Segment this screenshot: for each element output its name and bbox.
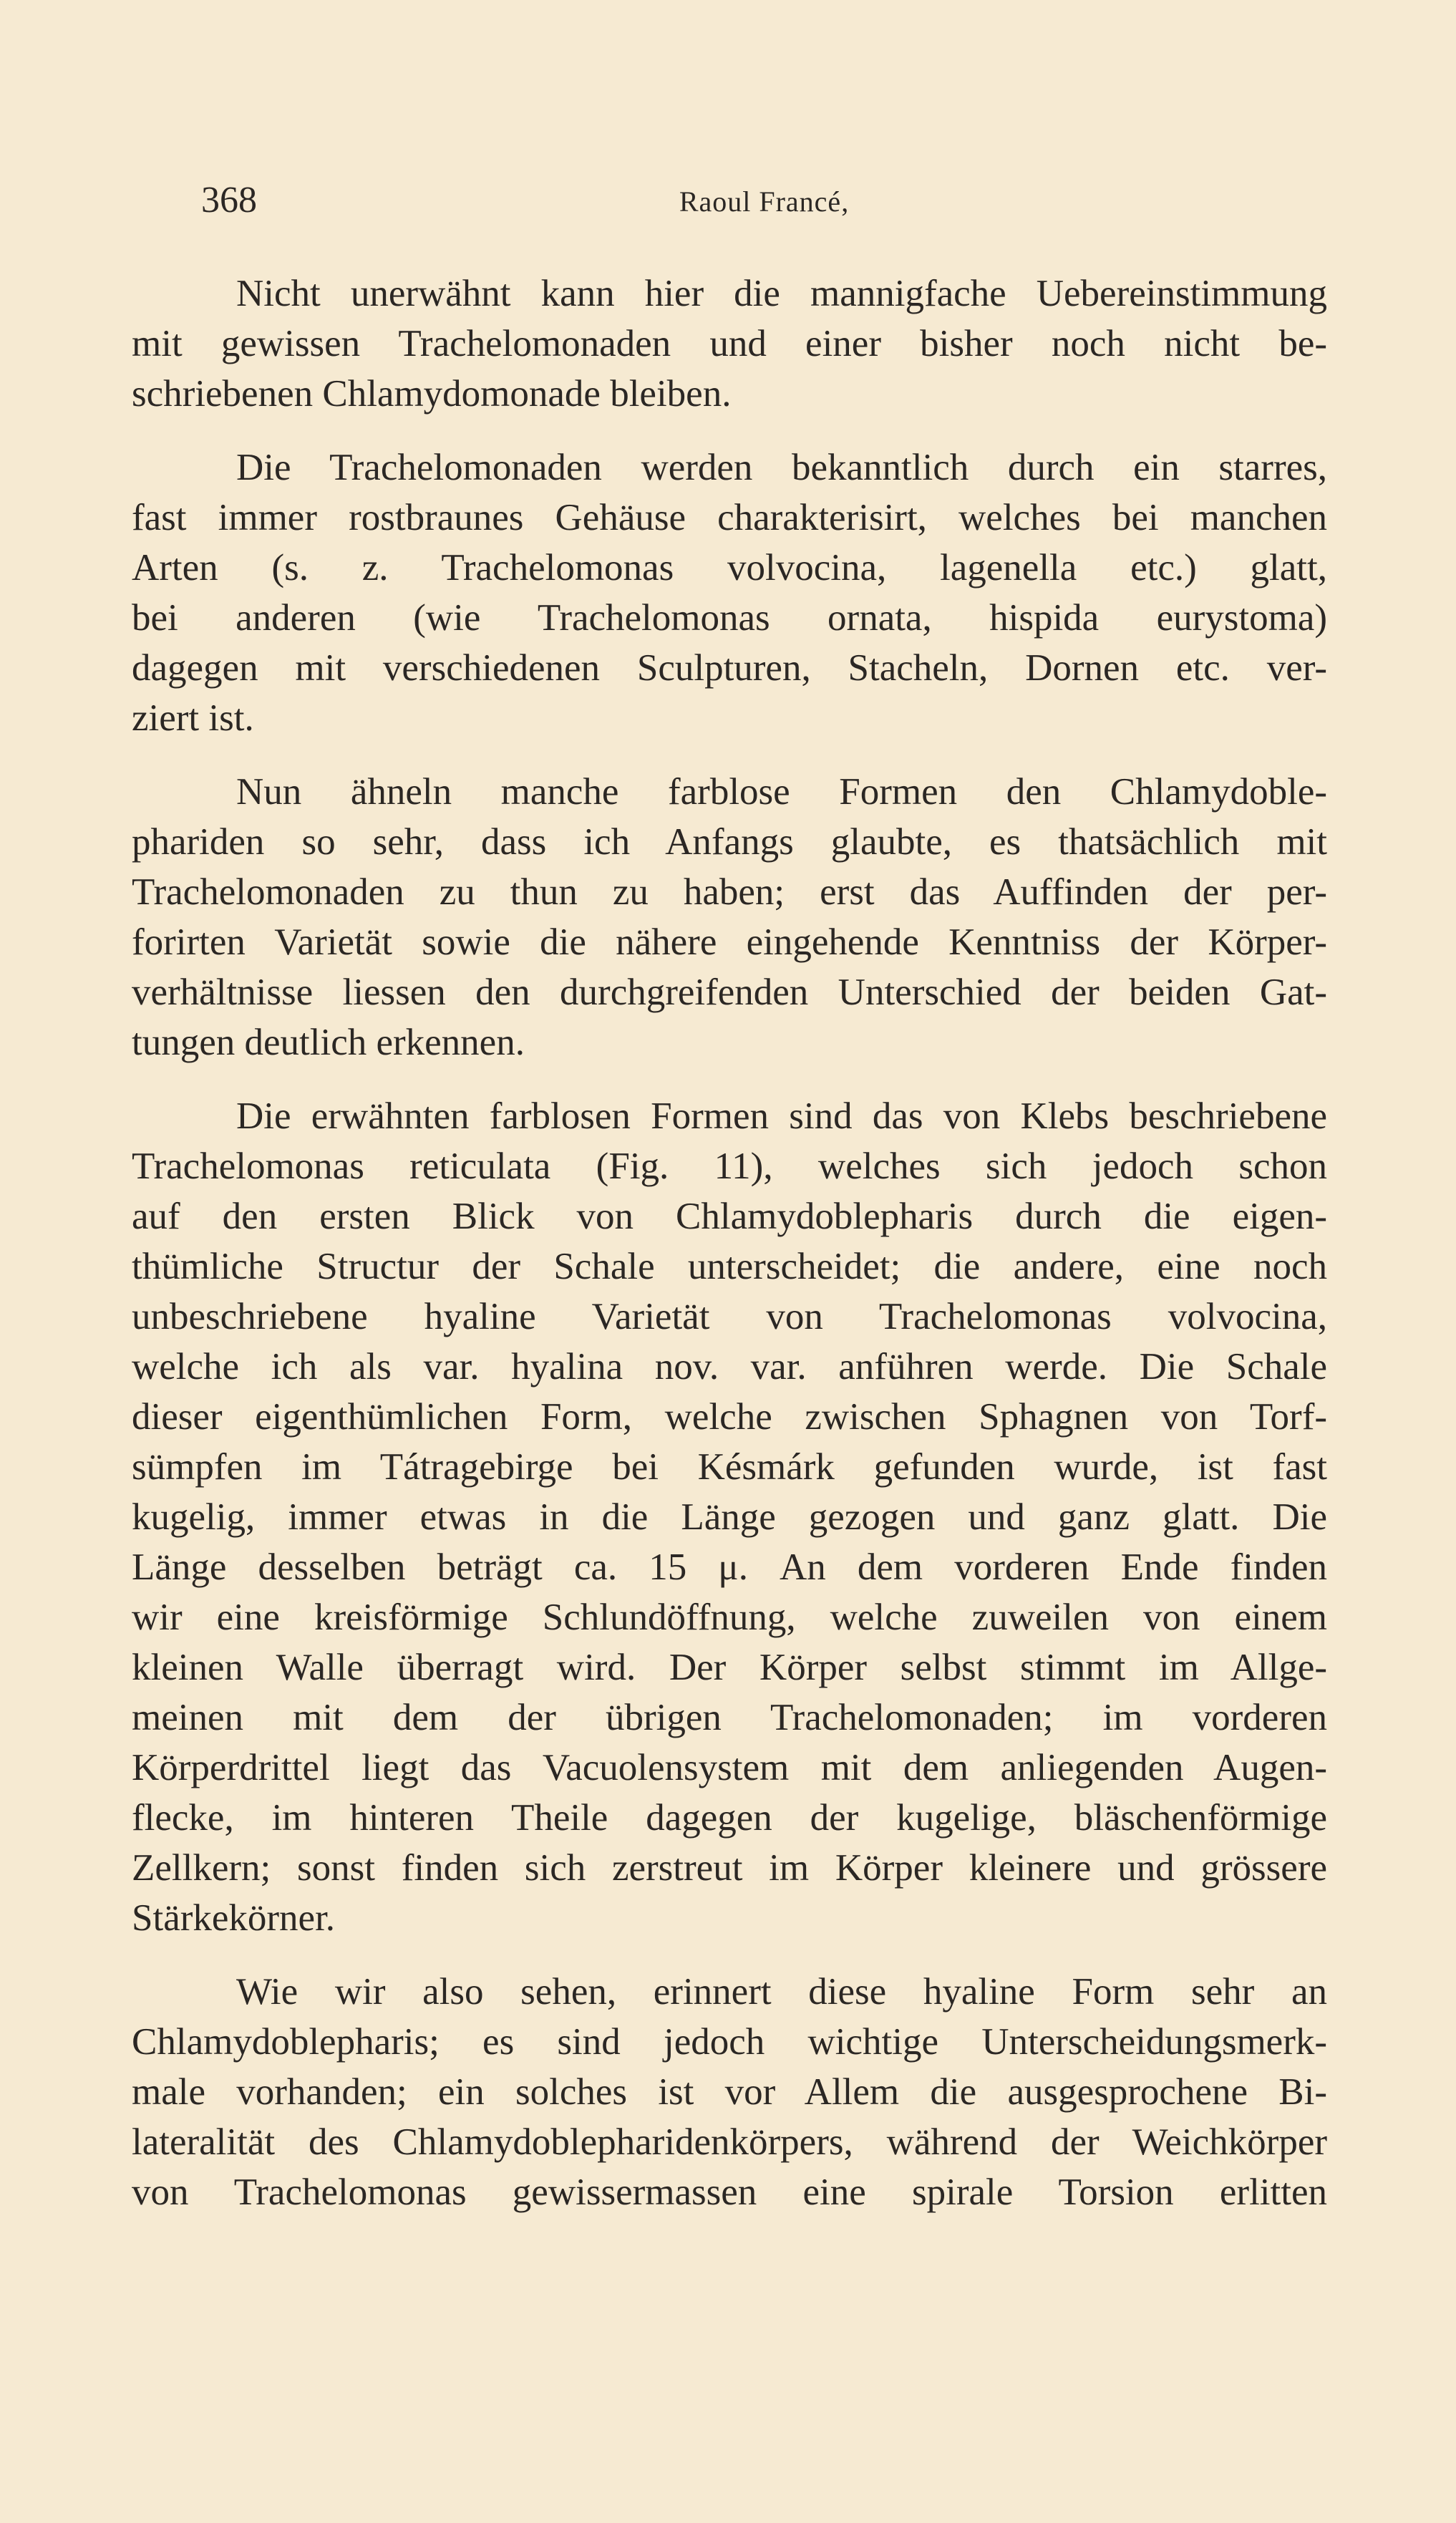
text-line: tungen deutlich erkennen. xyxy=(132,1022,525,1063)
text-line: dagegen mit verschiedenen Sculpturen, Stacheln, Dornen etc. ver- xyxy=(132,647,1327,689)
text-line: Stärkekörner. xyxy=(132,1897,336,1939)
text-line: lateralität des Chlamydoblepharidenkörpers, während der Weichkörper xyxy=(132,2121,1327,2163)
paragraph xyxy=(132,442,1327,743)
text-line: Die erwähnten farblosen Formen sind das von Klebs beschriebene xyxy=(236,1095,1327,1137)
text-line: welche ich als var. hyalina nov. var. anführen werde. Die Schale xyxy=(132,1346,1327,1388)
paragraph xyxy=(132,268,1327,419)
text-line: dieser eigenthümlichen Form, welche zwischen Sphagnen von Torf- xyxy=(132,1396,1327,1438)
text-line: male vorhanden; ein solches ist vor Allem die ausgesprochene Bi- xyxy=(132,2071,1327,2113)
text-line: verhältnisse liessen den durchgreifenden Unterschied der beiden Gat- xyxy=(132,972,1327,1013)
text-line: Trachelomonaden zu thun zu haben; erst das Auffinden der per- xyxy=(132,871,1327,913)
text-line: forirten Varietät sowie die nähere eingehende Kenntniss der Körper- xyxy=(132,921,1327,963)
paragraph xyxy=(132,1967,1327,2217)
text-line: kleinen Walle überragt wird. Der Körper selbst stimmt im Allge- xyxy=(132,1647,1327,1688)
text-line: ziert ist. xyxy=(132,697,254,739)
text-line: Arten (s. z. Trachelomonas volvocina, lagenella etc.) glatt, xyxy=(132,547,1327,589)
text-line: schriebenen Chlamydomonade bleiben. xyxy=(132,373,732,415)
text-line: Die Trachelomonaden werden bekanntlich durch ein starres, xyxy=(236,447,1327,488)
text-line: flecke, im hinteren Theile dagegen der kugelige, bläschenförmige xyxy=(132,1797,1327,1839)
page-body xyxy=(132,268,1327,2241)
text-line: meinen mit dem der übrigen Trachelomonaden; im vorderen xyxy=(132,1697,1327,1738)
page-header xyxy=(201,179,1327,229)
text-line: unbeschriebene hyaline Varietät von Trachelomonas volvocina, xyxy=(132,1296,1327,1337)
paragraph xyxy=(132,1091,1327,1943)
text-line: Chlamydoblepharis; es sind jedoch wichtige Unterscheidungsmerk- xyxy=(132,2021,1327,2063)
text-line: Wie wir also sehen, erinnert diese hyaline Form sehr an xyxy=(236,1971,1327,2013)
text-line: bei anderen (wie Trachelomonas ornata, hispida eurystoma) xyxy=(132,597,1327,639)
text-line: fast immer rostbraunes Gehäuse charakterisirt, welches bei manchen xyxy=(132,497,1327,538)
text-line: wir eine kreisförmige Schlundöffnung, welche zuweilen von einem xyxy=(132,1597,1327,1638)
text-line: Trachelomonas reticulata (Fig. 11), welches sich jedoch schon xyxy=(132,1146,1327,1187)
page-number: 368 xyxy=(201,180,257,221)
text-line: von Trachelomonas gewissermassen eine spirale Torsion erlitten xyxy=(132,2171,1327,2213)
paragraph xyxy=(132,767,1327,1067)
text-line: auf den ersten Blick von Chlamydoblepharis durch die eigen- xyxy=(132,1196,1327,1237)
text-line: Nicht unerwähnt kann hier die mannigfache Uebereinstimmung xyxy=(236,273,1327,314)
text-line: kugelig, immer etwas in die Länge gezogen und ganz glatt. Die xyxy=(132,1496,1327,1538)
text-line: sümpfen im Tátragebirge bei Késmárk gefunden wurde, ist fast xyxy=(132,1446,1327,1488)
text-line: Nun ähneln manche farblose Formen den Chlamydoble- xyxy=(236,771,1327,813)
running-title: Raoul Francé, xyxy=(679,185,850,218)
text-line: mit gewissen Trachelomonaden und einer bisher noch nicht be- xyxy=(132,323,1327,364)
text-line: phariden so sehr, dass ich Anfangs glaubte, es thatsächlich mit xyxy=(132,821,1327,863)
text-line: Körperdrittel liegt das Vacuolensystem mit dem anliegenden Augen- xyxy=(132,1747,1327,1788)
text-line: Zellkern; sonst finden sich zerstreut im Körper kleinere und grössere xyxy=(132,1847,1327,1889)
text-line: thümliche Structur der Schale unterscheidet; die andere, eine noch xyxy=(132,1246,1327,1287)
text-line: Länge desselben beträgt ca. 15 μ. An dem vorderen Ende finden xyxy=(132,1546,1327,1588)
